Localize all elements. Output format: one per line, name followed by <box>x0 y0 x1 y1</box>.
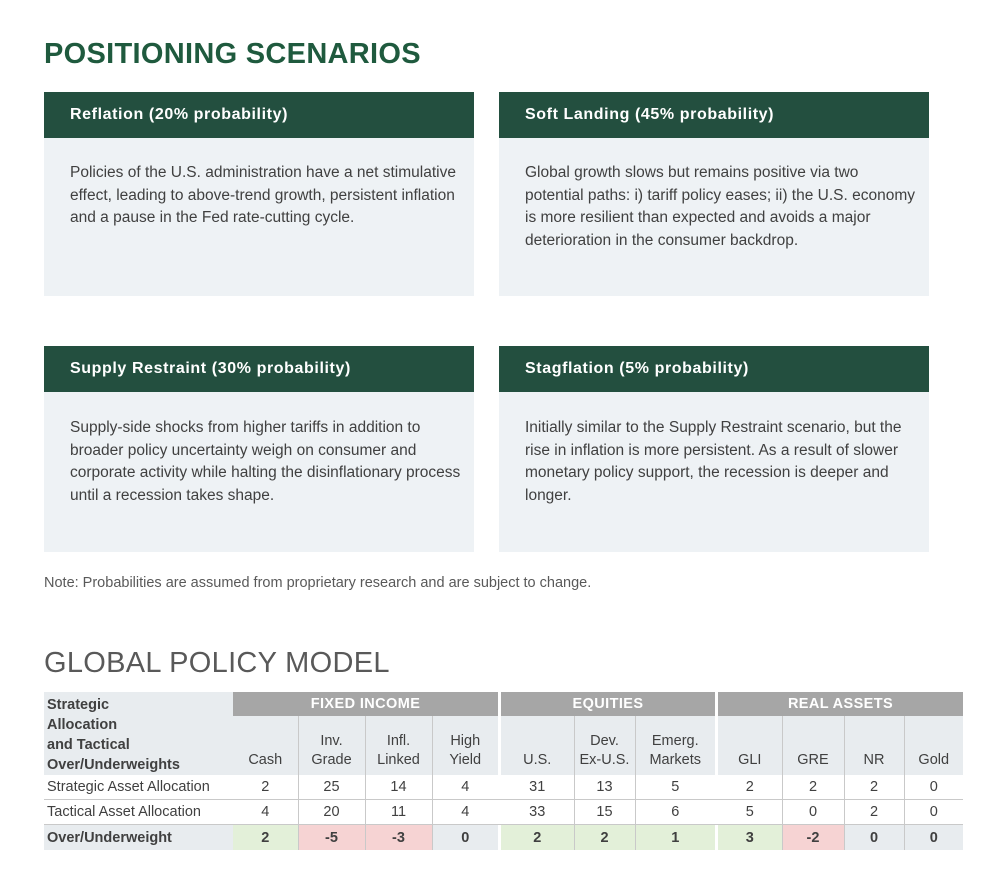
table-corner-label <box>44 692 233 775</box>
table-cell: 2 <box>782 775 844 800</box>
table-cell: 20 <box>298 800 365 825</box>
column-header-line: Cash <box>248 752 283 768</box>
table-cell: 6 <box>635 800 715 825</box>
column-header-line: U.S. <box>523 752 552 768</box>
corner-label-line: and Tactical <box>47 737 130 753</box>
column-header-high-yield <box>432 716 498 775</box>
column-header-us <box>501 716 574 775</box>
scenarios-title: POSITIONING SCENARIOS <box>44 38 421 70</box>
column-header-line: Infl. <box>386 733 411 749</box>
column-header-line: GLI <box>738 752 762 768</box>
column-header-line: Dev. <box>590 733 619 749</box>
column-header-nr <box>844 716 904 775</box>
scenario-title: Soft Landing (45% probability) <box>499 92 929 138</box>
table-cell: 5 <box>718 800 782 825</box>
weight-cell: 1 <box>635 825 715 851</box>
table-cell: 2 <box>844 800 904 825</box>
weight-cell: 2 <box>574 825 635 851</box>
column-header-inv-grade <box>298 716 365 775</box>
table-cell: 31 <box>501 775 574 800</box>
table-cell: 0 <box>904 775 963 800</box>
column-header-line: Gold <box>918 752 950 768</box>
column-header-cash <box>233 716 298 775</box>
column-header-line: High <box>450 733 481 749</box>
column-header-line: Ex-U.S. <box>579 752 630 768</box>
probability-note: Note: Probabilities are assumed from proprietary research and are subject to change. <box>44 575 592 591</box>
column-header-line: Linked <box>377 752 420 768</box>
row-label: Tactical Asset Allocation <box>44 800 233 825</box>
table-cell: 0 <box>782 800 844 825</box>
column-header-line: Inv. <box>320 733 343 749</box>
scenario-title: Reflation (20% probability) <box>44 92 474 138</box>
table-cell: 4 <box>233 800 298 825</box>
column-header-line: Yield <box>449 752 482 768</box>
column-header-emerg-markets <box>635 716 715 775</box>
column-header-gold <box>904 716 963 775</box>
column-header-line: Grade <box>311 752 352 768</box>
table-row-strategic <box>44 775 963 800</box>
scenario-card-supply-restraint <box>44 346 474 552</box>
model-title: GLOBAL POLICY MODEL <box>44 647 390 679</box>
table-row-tactical <box>44 800 963 825</box>
corner-label-line: Over/Underweights <box>47 757 180 773</box>
column-header-gre <box>782 716 844 775</box>
scenario-body: Global growth slows but remains positive via two potential paths: i) tariff policy eases; ii) the U.S. economy is more resilient than expected and avoids a major deterioration in the consumer backdrop. <box>525 164 915 250</box>
table-cell: 2 <box>844 775 904 800</box>
column-header-infl-linked <box>365 716 432 775</box>
row-label: Strategic Asset Allocation <box>44 775 233 800</box>
weight-cell: 0 <box>432 825 498 851</box>
table-cell: 5 <box>635 775 715 800</box>
scenario-title: Supply Restraint (30% probability) <box>44 346 474 392</box>
scenario-title: Stagflation (5% probability) <box>499 346 929 392</box>
weight-cell: 0 <box>904 825 963 851</box>
weight-cell: -3 <box>365 825 432 851</box>
corner-label-line: Allocation <box>47 717 118 733</box>
table-cell: 11 <box>365 800 432 825</box>
table-cell: 2 <box>233 775 298 800</box>
scenario-card-stagflation <box>499 346 929 552</box>
corner-label-line: Strategic <box>47 697 110 713</box>
table-cell: 15 <box>574 800 635 825</box>
weight-cell: -5 <box>298 825 365 851</box>
weight-cell: 0 <box>844 825 904 851</box>
group-header-real-assets: REAL ASSETS <box>718 692 963 716</box>
column-header-gli <box>718 716 782 775</box>
column-header-line: Markets <box>649 752 702 768</box>
weight-cell: -2 <box>782 825 844 851</box>
scenario-card-soft-landing <box>499 92 929 296</box>
table-cell: 25 <box>298 775 365 800</box>
table-cell: 2 <box>718 775 782 800</box>
group-header-equities: EQUITIES <box>501 692 715 716</box>
table-cell: 0 <box>904 800 963 825</box>
column-header-line: NR <box>863 752 885 768</box>
column-header-dev-ex-us <box>574 716 635 775</box>
group-header-fixed-income: FIXED INCOME <box>233 692 498 716</box>
global-policy-model-table <box>44 692 963 850</box>
table-cell: 13 <box>574 775 635 800</box>
scenario-body: Policies of the U.S. administration have a net stimulative effect, leading to above-trend growth, persistent inflation and a pause in the Fed rate-cutting cycle. <box>70 164 456 227</box>
table-cell: 4 <box>432 775 498 800</box>
table-row-over-underweight <box>44 825 963 851</box>
table-cell: 4 <box>432 800 498 825</box>
weight-cell: 2 <box>233 825 298 851</box>
weight-cell: 2 <box>501 825 574 851</box>
column-header-line: Emerg. <box>651 733 699 749</box>
table-cell: 14 <box>365 775 432 800</box>
table-cell: 33 <box>501 800 574 825</box>
scenario-body: Initially similar to the Supply Restraint scenario, but the rise in inflation is more persistent. As a result of slower monetary policy support, the recession is deeper and longer. <box>525 419 902 505</box>
scenario-body: Supply-side shocks from higher tariffs in addition to broader policy uncertainty weigh on consumer and corporate activity while halting the disinflationary process until a recession takes shape. <box>70 419 461 505</box>
scenario-card-reflation <box>44 92 474 296</box>
column-header-line: GRE <box>797 752 829 768</box>
row-label: Over/Underweight <box>44 825 233 851</box>
weight-cell: 3 <box>718 825 782 851</box>
